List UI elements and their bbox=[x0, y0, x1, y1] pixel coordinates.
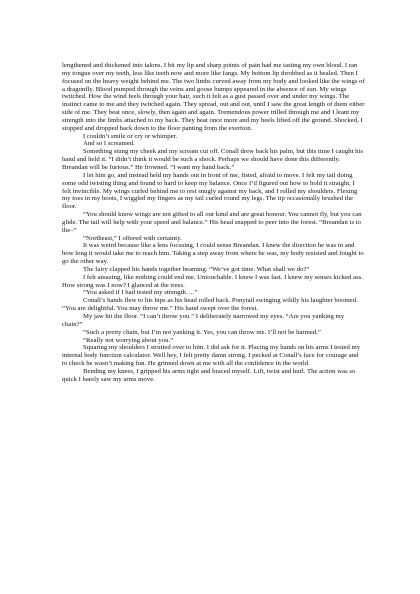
paragraph-conall-laughter: Conall’s hands flew to his hips as his head rolled back. Ponytail swinging wildly his laughter boomed. “You are delightful. You may throw me.” His hand swept over the forest. bbox=[62, 297, 358, 313]
paragraph-sense-breandan: It was weird because like a lens focusing, I could sense Breandan. I knew the direction he was in and how long it would take me to reach him. Taking a step away from where he was, my body resisted and fought to go the other way. bbox=[62, 242, 364, 266]
paragraph-wings-transformation: lengthened and thickened into talons. I bit my lip and sharp points of pain had me tasting my own blood. I ran my tongue over my teeth, less like teeth now and more like fangs. My bottom lip throbbed as it healed. Then I focused on the heavy weight behind me. The two limbs curved away from my body and looked like the wings of a dragonfly. Blood pumped through the veins and goose bumps appeared in the absence of sun. My wings twitched. How the wind feels through your hair, such it felt as a gust passed over and under my wings. The instinct came to me and they twitched again. They spread, out and out, until I saw the great length of them either side of me. They beat once, slowly, then again and again. Tremendous power trilled through me and I leant my strength into the limbs attached to my back. They beat once more and my heels lifted off the ground. Shocked, I stopped and dropped back down to the floor panting from the exertion. bbox=[62, 62, 365, 132]
paragraph-bending-knees: Bending my knees, I gripped his arms tight and braced myself. Lift, twist and hurl. The action was so quick I barely saw my arms move. bbox=[62, 367, 356, 383]
document-page bbox=[62, 62, 365, 384]
paragraph-cheek-stung: Something stung my cheek and my scream cut off. Conall drew back his palm, but this time I caught his hand and held it. “I didn’t think it would be such a shock. Perhaps we should have done this differently. Breandan will be furious.” He frowned. “I want my hand back.” bbox=[62, 148, 363, 171]
paragraph-not-worrying: “Really not worrying about you.” bbox=[83, 336, 174, 344]
paragraph-pretty-chain: “Such a pretty chain, but I’m not yanking it. Yes, you can throw me. I’ll not be harmed.” bbox=[83, 328, 321, 336]
paragraph-fairy-clapped: The fairy clapped his hands together beaming. “We’ve got time. What shall we do?” bbox=[83, 265, 310, 273]
paragraph-northeast: “Northeast,” I offered with certainty. bbox=[83, 234, 182, 242]
paragraph-tested-strength: “You asked if I had tested my strength….” bbox=[83, 289, 198, 297]
paragraph-felt-amazing: I felt amazing, like nothing could end me. Untouchable. I knew I was fast. I knew my senses kicked ass. How strong was I now? I glanced at the trees. bbox=[62, 273, 363, 289]
paragraph-couldnt-smile: I couldn’t smile or cry or whimper. bbox=[83, 132, 178, 140]
paragraph-squaring-shoulders: Squaring my shoulders I strutted over to him. I did ask for it. Placing my hands on his arms I tested my internal body function calculator. Well hey, I felt pretty damn strong. I pecked at Conall’s face for courage and to check he wasn’t making fun. He grinned down at me with all the confidence in the world. bbox=[62, 344, 361, 368]
paragraph-wings-honour: “You should know wings are not gifted to all our kind and are great honour. You cannot fly, but you can glide. The tail will help with your speed and balance.” His head snapped to peer into the forest. “Breandan is to the–” bbox=[62, 211, 362, 234]
paragraph-jaw-hit-floor: My jaw hit the floor. “I can’t throw you.” I deliberately narrowed my eyes. “Are you yanking my chain?” bbox=[62, 313, 345, 328]
paragraph-screamed: And so I screamed. bbox=[83, 140, 135, 148]
paragraph-tail-balance: I let him go, and instead held my hands out in front of me, fisted, afraid to move. I felt my tail doing some odd twisting thing and found to hard to keep my balance. Once I’d figured out how to hold it straight, I felt invincible. My wings curled behind me to rest snugly against my back, and I rolled my shoulders. Flexing my toes in my boots, I wiggled my fingers as my tail curled round my legs. The tip occasionally brushed the floor. bbox=[62, 171, 358, 211]
